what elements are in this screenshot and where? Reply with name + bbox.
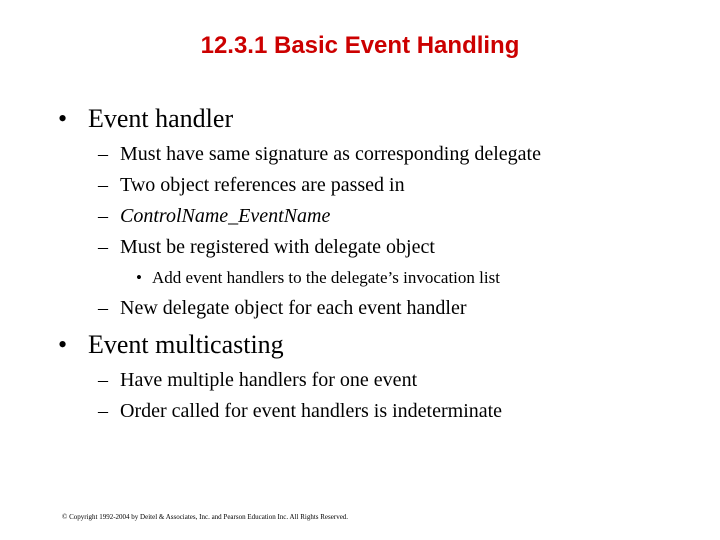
bullet-marker: • [58, 330, 68, 359]
sub-bullet [98, 398, 502, 424]
sub-bullet [98, 295, 466, 321]
dash-marker: – [98, 236, 108, 258]
dash-marker: – [98, 400, 108, 422]
sub-bullet-text: Have multiple handlers for one event [120, 369, 418, 391]
dash-marker: – [98, 369, 108, 391]
sub-bullet-text: Must be registered with delegate object [120, 236, 435, 258]
dash-marker: – [98, 205, 108, 227]
bullet-text: Event handler [88, 104, 234, 133]
sub-bullet-text: Two object references are passed in [120, 174, 405, 196]
sub-bullet [98, 367, 417, 393]
bullet-marker: • [136, 268, 142, 287]
copyright-footer: © Copyright 1992-2004 by Deitel & Associates, Inc. and Pearson Education Inc. All Rights Reserved. [62, 513, 349, 521]
sub-bullet-text: ControlName_EventName [120, 205, 331, 227]
sub-bullet [98, 203, 330, 229]
slide-title: 12.3.1 Basic Event Handling [200, 32, 520, 59]
sub-bullet-text: Order called for event handlers is indeterminate [120, 400, 503, 422]
bullet-text: Event multicasting [88, 330, 284, 359]
bullet-event-multicasting [58, 329, 284, 361]
bullet-marker: • [58, 104, 68, 133]
sub-bullet-text: Must have same signature as corresponding delegate [120, 143, 541, 165]
dash-marker: – [98, 297, 108, 319]
bullet-event-handler [58, 103, 233, 135]
dash-marker: – [98, 143, 108, 165]
sub-sub-bullet [136, 267, 500, 289]
dash-marker: – [98, 174, 108, 196]
sub-bullet [98, 234, 435, 260]
sub-bullet [98, 141, 541, 167]
sub-bullet [98, 172, 405, 198]
sub-bullet-text: New delegate object for each event handler [120, 297, 467, 319]
sub-sub-bullet-text: Add event handlers to the delegate’s invocation list [152, 268, 500, 287]
